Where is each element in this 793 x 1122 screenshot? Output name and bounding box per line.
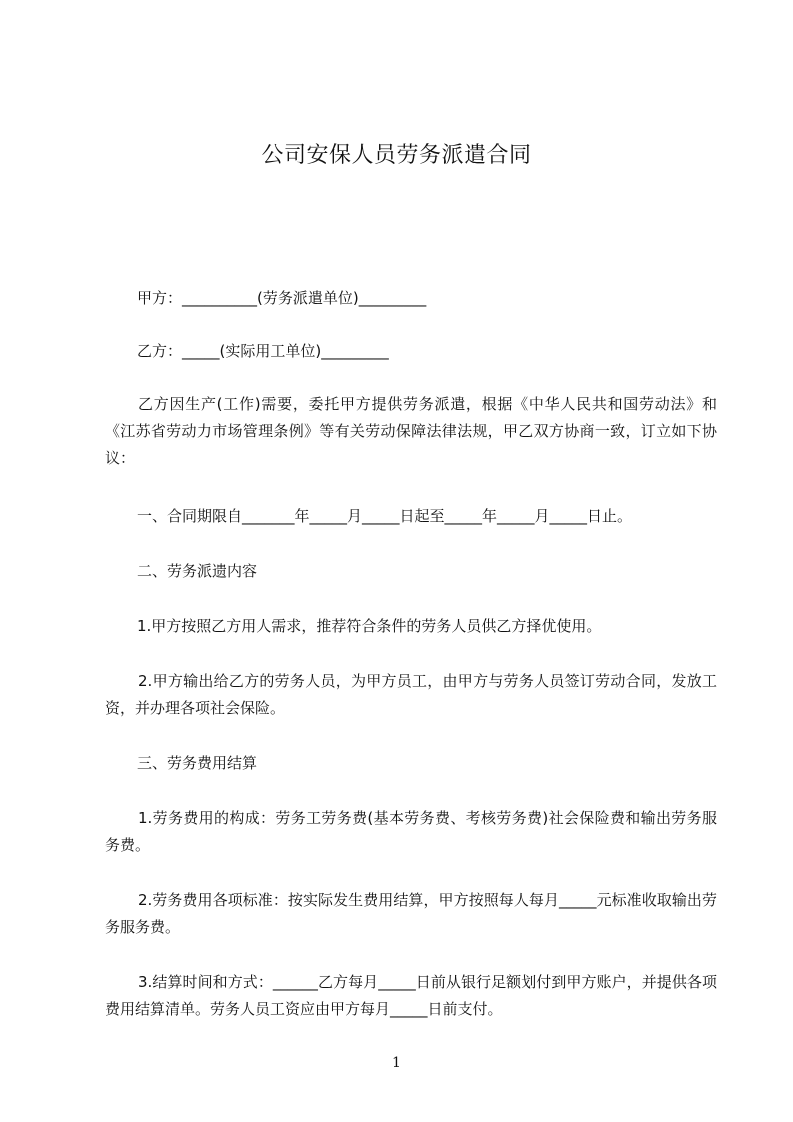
party-a-line: 甲方：__________(劳务派遣单位)_________	[137, 289, 427, 307]
section-3-item-1: 1.劳务费用的构成：劳务工劳务费(基本劳务费、考核劳务费)社会保险费和输出劳务服务费。	[105, 809, 717, 854]
section-3-item-2: 2.劳务费用各项标准：按实际发生费用结算，甲方按照每人每月_____元标准收取输出劳务服务费。	[105, 891, 717, 936]
section-3-item-3: 3.结算时间和方式：______乙方每月_____日前从银行足额划付到甲方账户，并提供各项费用结算清单。劳务人员工资应由甲方每月_____日前支付。	[105, 973, 717, 1018]
contract-title: 公司安保人员劳务派遣合同	[261, 143, 532, 168]
contract-body	[105, 285, 717, 1023]
clause-1-contract-term: 一、合同期限自_______年_____月_____日起至_____年_____月_____日止。	[137, 507, 633, 525]
party-b-line: 乙方：_____(实际用工单位)_________	[137, 342, 389, 360]
section-2-item-2: 2.甲方输出给乙方的劳务人员，为甲方员工，由甲方与劳务人员签订劳动合同，发放工资，并办理各项社会保险。	[105, 672, 717, 717]
section-2-heading: 二、劳务派遗内容	[137, 562, 258, 580]
preamble-paragraph: 乙方因生产(工作)需要，委托甲方提供劳务派遣，根据《中华人民共和国劳动法》和《江苏省劳动力市场管理条例》等有关劳动保障法律法规，甲乙双方协商一致，订立如下协议：	[105, 395, 717, 467]
page-number: 1	[392, 1055, 401, 1071]
section-3-heading: 三、劳务费用结算	[137, 754, 258, 772]
section-2-item-1: 1.甲方按照乙方用人需求，推荐符合条件的劳务人员供乙方择优使用。	[137, 617, 602, 635]
